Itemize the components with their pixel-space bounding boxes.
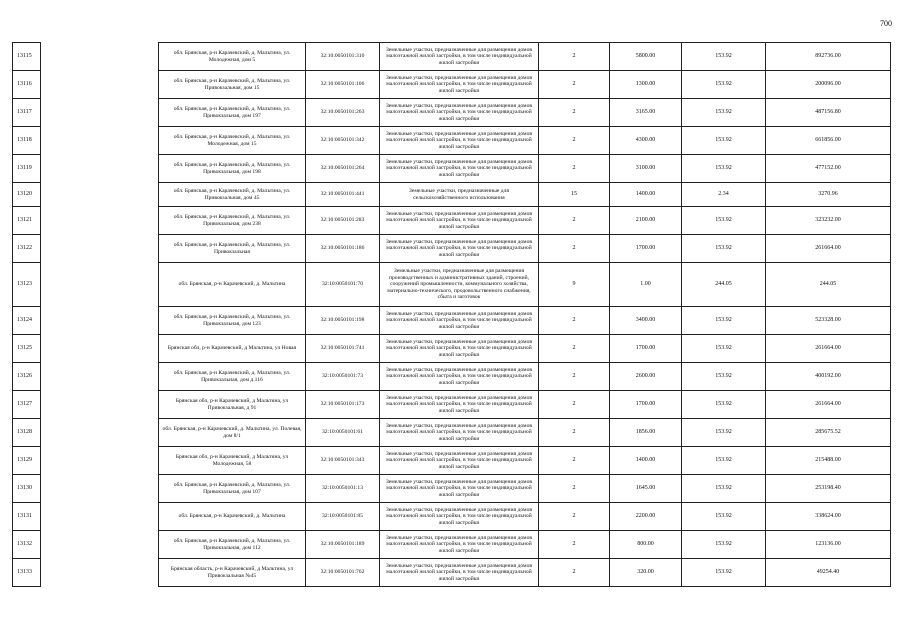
- cadastral-value-cell: 215488.00: [766, 447, 891, 475]
- cadastral-number-cell: 32:10:0050101:85: [306, 503, 380, 531]
- cadastral-value-cell: 285675.52: [766, 419, 891, 447]
- table-row: [13, 559, 891, 587]
- table-row: [13, 503, 891, 531]
- specific-value-cell: 153.92: [682, 391, 766, 419]
- cadastral-value-cell: 244.05: [766, 263, 891, 307]
- cadastral-value-table: [12, 42, 891, 587]
- table-row: [13, 363, 891, 391]
- table-row: [13, 335, 891, 363]
- cadastral-number-cell: 32:10:0050101:61: [306, 419, 380, 447]
- spacer-cell: [41, 447, 159, 475]
- table-row: [13, 99, 891, 127]
- cadastral-number-cell: 32:10:0050101:70: [306, 263, 380, 307]
- cadastral-value-cell: 49254.40: [766, 559, 891, 587]
- group-cell: 2: [539, 391, 610, 419]
- specific-value-cell: 153.92: [682, 363, 766, 391]
- record-id-cell: 13115: [13, 43, 41, 71]
- spacer-cell: [41, 127, 159, 155]
- table-row: [13, 447, 891, 475]
- spacer-cell: [41, 207, 159, 235]
- land-use-cell: Земельные участки, предназначенные для размещения домов малоэтажной жилой застройки, в том числе индивидуальной жилой застройки: [380, 335, 539, 363]
- spacer-cell: [41, 391, 159, 419]
- area-cell: 1.00: [610, 263, 682, 307]
- address-cell: обл. Брянская, р-н Карачевский, д. Мальтина, ул. Молодежная, дом 5: [159, 43, 306, 71]
- cadastral-value-cell: 261664.00: [766, 335, 891, 363]
- area-cell: 3165.00: [610, 99, 682, 127]
- record-id-cell: 13125: [13, 335, 41, 363]
- land-use-cell: Земельные участки, предназначенные для размещения домов малоэтажной жилой застройки, в том числе индивидуальной жилой застройки: [380, 43, 539, 71]
- spacer-cell: [41, 419, 159, 447]
- group-cell: 2: [539, 43, 610, 71]
- address-cell: обл. Брянская, р-н Карачевский, д. Мальтина, ул. Привокзальная, дом 107: [159, 475, 306, 503]
- table-body: [13, 43, 891, 587]
- land-use-cell: Земельные участки, предназначенные для размещения домов малоэтажной жилой застройки, в том числе индивидуальной жилой застройки: [380, 447, 539, 475]
- address-cell: обл. Брянская, р-н Карачевский, д. Мальтина: [159, 263, 306, 307]
- specific-value-cell: 153.92: [682, 447, 766, 475]
- cadastral-number-cell: 32:10:0050101:189: [306, 531, 380, 559]
- table-row: [13, 419, 891, 447]
- cadastral-number-cell: 32:10:0050101:264: [306, 155, 380, 183]
- specific-value-cell: 153.92: [682, 99, 766, 127]
- table-row: [13, 127, 891, 155]
- land-use-cell: Земельные участки, предназначенные для размещения домов малоэтажной жилой застройки, в том числе индивидуальной жилой застройки: [380, 235, 539, 263]
- spacer-cell: [41, 531, 159, 559]
- record-id-cell: 13119: [13, 155, 41, 183]
- cadastral-number-cell: 32:10:0050101:198: [306, 307, 380, 335]
- page-number: 700: [880, 19, 892, 28]
- address-cell: обл. Брянская, р-н Карачевский, д. Мальтина, ул. Привокзальная, дом 45: [159, 183, 306, 207]
- address-cell: Брянская обл, р-н Карачевский, д Мальтина, ул Привокзальная, д 91: [159, 391, 306, 419]
- land-use-cell: Земельные участки, предназначенные для размещения домов малоэтажной жилой застройки, в том числе индивидуальной жилой застройки: [380, 531, 539, 559]
- address-cell: обл. Брянская, р-н Карачевский, д. Мальтина, ул. Привокзальная, дом 238: [159, 207, 306, 235]
- cadastral-number-cell: 32:10:0050101:106: [306, 71, 380, 99]
- spacer-cell: [41, 71, 159, 99]
- address-cell: обл. Брянская, р-н Карачевский, д. Мальтина, ул. Молодежная, дом 15: [159, 127, 306, 155]
- area-cell: 5800.00: [610, 43, 682, 71]
- area-cell: 1400.00: [610, 183, 682, 207]
- record-id-cell: 13123: [13, 263, 41, 307]
- area-cell: 3100.00: [610, 155, 682, 183]
- land-use-cell: Земельные участки, предназначенные для размещения домов малоэтажной жилой застройки, в том числе индивидуальной жилой застройки: [380, 391, 539, 419]
- group-cell: 2: [539, 419, 610, 447]
- cadastral-value-cell: 3270.96: [766, 183, 891, 207]
- cadastral-value-cell: 261664.00: [766, 235, 891, 263]
- cadastral-value-cell: 253198.40: [766, 475, 891, 503]
- cadastral-number-cell: 32:10:0050101:263: [306, 99, 380, 127]
- area-cell: 1856.00: [610, 419, 682, 447]
- spacer-cell: [41, 307, 159, 335]
- record-id-cell: 13128: [13, 419, 41, 447]
- spacer-cell: [41, 335, 159, 363]
- cadastral-value-cell: 892736.00: [766, 43, 891, 71]
- table-row: [13, 235, 891, 263]
- group-cell: 2: [539, 307, 610, 335]
- cadastral-number-cell: 32:10:0050101:310: [306, 43, 380, 71]
- land-use-cell: Земельные участки, предназначенные для размещения домов малоэтажной жилой застройки, в том числе индивидуальной жилой застройки: [380, 99, 539, 127]
- record-id-cell: 13133: [13, 559, 41, 587]
- group-cell: 2: [539, 99, 610, 127]
- table-row: [13, 207, 891, 235]
- cadastral-number-cell: 32:10:0050101:762: [306, 559, 380, 587]
- cadastral-number-cell: 32:10:0050101:186: [306, 235, 380, 263]
- land-use-cell: Земельные участки, предназначенные для размещения домов малоэтажной жилой застройки, в том числе индивидуальной жилой застройки: [380, 207, 539, 235]
- specific-value-cell: 153.92: [682, 503, 766, 531]
- group-cell: 2: [539, 155, 610, 183]
- land-use-cell: Земельные участки, предназначенные для размещения домов малоэтажной жилой застройки, в том числе индивидуальной жилой застройки: [380, 155, 539, 183]
- group-cell: 15: [539, 183, 610, 207]
- area-cell: 800.00: [610, 531, 682, 559]
- cadastral-number-cell: 32:10:0050101:13: [306, 475, 380, 503]
- table-row: [13, 263, 891, 307]
- group-cell: 2: [539, 531, 610, 559]
- specific-value-cell: 153.92: [682, 559, 766, 587]
- record-id-cell: 13118: [13, 127, 41, 155]
- spacer-cell: [41, 475, 159, 503]
- specific-value-cell: 153.92: [682, 43, 766, 71]
- group-cell: 2: [539, 71, 610, 99]
- area-cell: 2200.00: [610, 503, 682, 531]
- table-row: [13, 183, 891, 207]
- land-use-cell: Земельные участки, предназначенные для размещения домов малоэтажной жилой застройки, в том числе индивидуальной жилой застройки: [380, 363, 539, 391]
- area-cell: 2100.00: [610, 207, 682, 235]
- spacer-cell: [41, 99, 159, 127]
- land-use-cell: Земельные участки, предназначенные для сельскохозяйственного использования: [380, 183, 539, 207]
- specific-value-cell: 2.34: [682, 183, 766, 207]
- address-cell: Брянская обл, р-н Карачевский, д Мальтина, ул Молодежная, 58: [159, 447, 306, 475]
- record-id-cell: 13132: [13, 531, 41, 559]
- record-id-cell: 13116: [13, 71, 41, 99]
- table-row: [13, 43, 891, 71]
- address-cell: обл. Брянская, р-н Карачевский, д. Мальтина, ул. Привокзальная: [159, 235, 306, 263]
- spacer-cell: [41, 183, 159, 207]
- address-cell: обл. Брянская, р-н Карачевский, д. Мальтина, ул. Привокзальная, дом д.116: [159, 363, 306, 391]
- area-cell: 1400.00: [610, 447, 682, 475]
- area-cell: 320.00: [610, 559, 682, 587]
- spacer-cell: [41, 155, 159, 183]
- record-id-cell: 13131: [13, 503, 41, 531]
- cadastral-number-cell: 32:10:0050101:173: [306, 391, 380, 419]
- spacer-cell: [41, 235, 159, 263]
- table-row: [13, 475, 891, 503]
- spacer-cell: [41, 263, 159, 307]
- record-id-cell: 13127: [13, 391, 41, 419]
- record-id-cell: 13129: [13, 447, 41, 475]
- group-cell: 2: [539, 207, 610, 235]
- group-cell: 9: [539, 263, 610, 307]
- specific-value-cell: 153.92: [682, 475, 766, 503]
- area-cell: 3400.00: [610, 307, 682, 335]
- cadastral-number-cell: 32:10:0050101:342: [306, 127, 380, 155]
- specific-value-cell: 153.92: [682, 307, 766, 335]
- address-cell: Брянская область, р-н Карачевский, д Мальтина, ул Привокзальная №45: [159, 559, 306, 587]
- record-id-cell: 13117: [13, 99, 41, 127]
- specific-value-cell: 153.92: [682, 235, 766, 263]
- group-cell: 2: [539, 335, 610, 363]
- record-id-cell: 13124: [13, 307, 41, 335]
- cadastral-number-cell: 32:10:0050101:343: [306, 447, 380, 475]
- group-cell: 2: [539, 127, 610, 155]
- specific-value-cell: 244.05: [682, 263, 766, 307]
- land-use-cell: Земельные участки, предназначенные для размещения домов малоэтажной жилой застройки, в том числе индивидуальной жилой застройки: [380, 503, 539, 531]
- group-cell: 2: [539, 475, 610, 503]
- specific-value-cell: 153.92: [682, 71, 766, 99]
- land-use-cell: Земельные участки, предназначенные для размещения производственных и административных зданий, строений, сооружений промышленности, коммунального хозяйства, материально-технического, продовольственного снабжения, сбыта и заготовок: [380, 263, 539, 307]
- land-use-cell: Земельные участки, предназначенные для размещения домов малоэтажной жилой застройки, в том числе индивидуальной жилой застройки: [380, 559, 539, 587]
- specific-value-cell: 153.92: [682, 155, 766, 183]
- cadastral-value-cell: 200096.00: [766, 71, 891, 99]
- record-id-cell: 13122: [13, 235, 41, 263]
- table-row: [13, 71, 891, 99]
- record-id-cell: 13120: [13, 183, 41, 207]
- area-cell: 4300.00: [610, 127, 682, 155]
- spacer-cell: [41, 363, 159, 391]
- address-cell: обл. Брянская, р-н Карачевский, д. Мальтина, ул. Привокзальная, дом 15: [159, 71, 306, 99]
- address-cell: Брянская обл, р-н Карачевский, д Мальтина, ул Новая: [159, 335, 306, 363]
- address-cell: обл. Брянская, р-н Карачевский, д. Мальтина, ул. Привокзальная, дом 112: [159, 531, 306, 559]
- record-id-cell: 13130: [13, 475, 41, 503]
- table-row: [13, 531, 891, 559]
- cadastral-number-cell: 32:10:0050101:73: [306, 363, 380, 391]
- address-cell: обл. Брянская, р-н Карачевский, д. Мальтина, ул. Привокзальная, дом 197: [159, 99, 306, 127]
- specific-value-cell: 153.92: [682, 531, 766, 559]
- spacer-cell: [41, 559, 159, 587]
- address-cell: обл. Брянская, р-н Карачевский, д. Мальтина, ул. Привокзальная, дом 123: [159, 307, 306, 335]
- cadastral-value-cell: 487156.80: [766, 99, 891, 127]
- specific-value-cell: 153.92: [682, 419, 766, 447]
- address-cell: обл. Брянская, р-н Карачевский, д. Мальтина: [159, 503, 306, 531]
- cadastral-value-cell: 400192.00: [766, 363, 891, 391]
- area-cell: 1645.00: [610, 475, 682, 503]
- group-cell: 2: [539, 235, 610, 263]
- group-cell: 2: [539, 363, 610, 391]
- land-use-cell: Земельные участки, предназначенные для размещения домов малоэтажной жилой застройки, в том числе индивидуальной жилой застройки: [380, 307, 539, 335]
- table-row: [13, 155, 891, 183]
- cadastral-number-cell: 32:10:0050101:741: [306, 335, 380, 363]
- cadastral-value-cell: 323232.00: [766, 207, 891, 235]
- area-cell: 2600.00: [610, 363, 682, 391]
- area-cell: 1700.00: [610, 235, 682, 263]
- specific-value-cell: 153.92: [682, 335, 766, 363]
- record-id-cell: 13126: [13, 363, 41, 391]
- land-use-cell: Земельные участки, предназначенные для размещения домов малоэтажной жилой застройки, в том числе индивидуальной жилой застройки: [380, 71, 539, 99]
- specific-value-cell: 153.92: [682, 207, 766, 235]
- spacer-cell: [41, 43, 159, 71]
- cadastral-number-cell: 32:10:0050101:441: [306, 183, 380, 207]
- area-cell: 1700.00: [610, 335, 682, 363]
- address-cell: обл. Брянская, р-н Карачевский, д. Мальтина, ул. Полевая, дом 8/1: [159, 419, 306, 447]
- cadastral-value-cell: 338624.00: [766, 503, 891, 531]
- cadastral-value-cell: 477152.00: [766, 155, 891, 183]
- group-cell: 2: [539, 503, 610, 531]
- table-row: [13, 307, 891, 335]
- table-row: [13, 391, 891, 419]
- group-cell: 2: [539, 447, 610, 475]
- record-id-cell: 13121: [13, 207, 41, 235]
- spacer-cell: [41, 503, 159, 531]
- cadastral-value-cell: 661856.00: [766, 127, 891, 155]
- cadastral-number-cell: 32:10:0050101:283: [306, 207, 380, 235]
- area-cell: 1300.00: [610, 71, 682, 99]
- land-use-cell: Земельные участки, предназначенные для размещения домов малоэтажной жилой застройки, в том числе индивидуальной жилой застройки: [380, 475, 539, 503]
- land-use-cell: Земельные участки, предназначенные для размещения домов малоэтажной жилой застройки, в том числе индивидуальной жилой застройки: [380, 419, 539, 447]
- address-cell: обл. Брянская, р-н Карачевский, д. Мальтина, ул. Привокзальная, дом 198: [159, 155, 306, 183]
- cadastral-value-cell: 261664.00: [766, 391, 891, 419]
- cadastral-value-cell: 123136.00: [766, 531, 891, 559]
- land-use-cell: Земельные участки, предназначенные для размещения домов малоэтажной жилой застройки, в том числе индивидуальной жилой застройки: [380, 127, 539, 155]
- cadastral-value-cell: 523328.00: [766, 307, 891, 335]
- group-cell: 2: [539, 559, 610, 587]
- area-cell: 1700.00: [610, 391, 682, 419]
- specific-value-cell: 153.92: [682, 127, 766, 155]
